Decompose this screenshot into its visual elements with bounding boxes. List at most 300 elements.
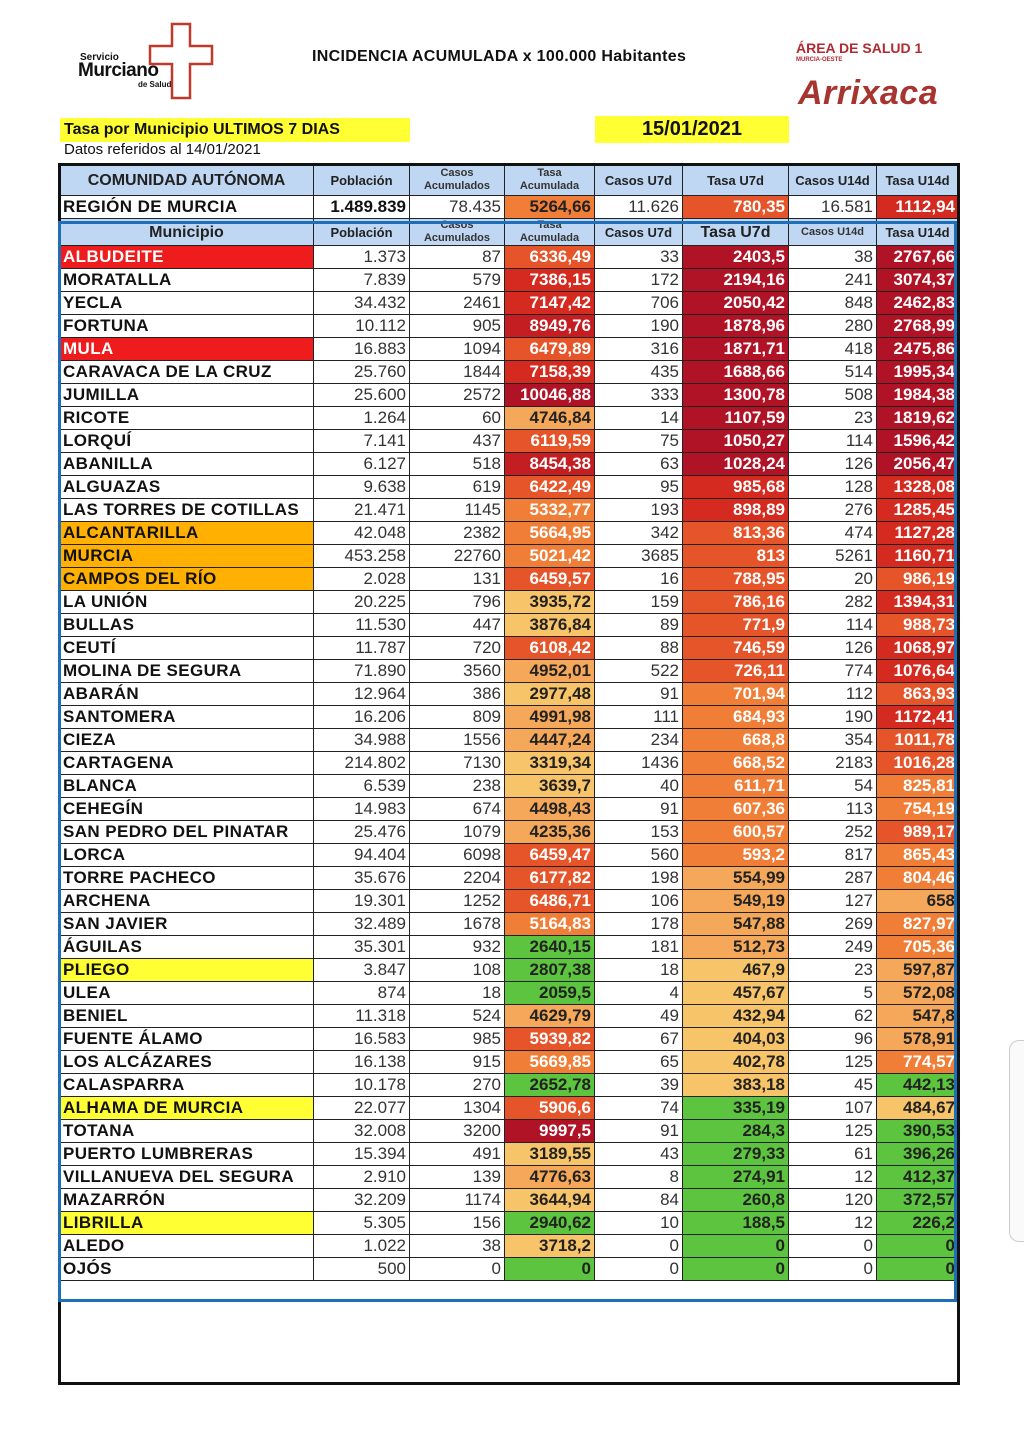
poblacion-cell: 16.883 [314, 338, 410, 361]
casos-14d-cell: 126 [789, 637, 877, 660]
municipio-name: ALCANTARILLA [60, 522, 314, 545]
casos-14d-cell: 276 [789, 499, 877, 522]
table-row [60, 1143, 959, 1166]
municipio-name: LORCA [60, 844, 314, 867]
tasa-14d-cell: 865,43 [877, 844, 959, 867]
header-cell: Tasa Acumulada [505, 165, 595, 196]
municipio-name: ALHAMA DE MURCIA [60, 1097, 314, 1120]
tasa-7d-cell: 402,78 [683, 1051, 789, 1074]
tasa-acumulada-cell: 6459,57 [505, 568, 595, 591]
casos-14d-cell: 12 [789, 1212, 877, 1235]
table-row [60, 913, 959, 936]
header-cell: Municipio [60, 219, 314, 246]
casos-14d-cell: 23 [789, 959, 877, 982]
casos-acumulados-cell: 3200 [410, 1120, 505, 1143]
tasa-14d-cell: 1160,71 [877, 545, 959, 568]
poblacion-cell: 214.802 [314, 752, 410, 775]
page-title: INCIDENCIA ACUMULADA x 100.000 Habitantes [312, 48, 687, 65]
municipio-name: LORQUÍ [60, 430, 314, 453]
municipio-name: OJÓS [60, 1258, 314, 1281]
logo-line-2: Murciano [78, 60, 159, 81]
casos-14d-cell: 23 [789, 407, 877, 430]
casos-acumulados-cell: 1145 [410, 499, 505, 522]
casos-acumulados-cell: 1094 [410, 338, 505, 361]
casos-7d-cell: 234 [595, 729, 683, 752]
tasa-7d-cell: 701,94 [683, 683, 789, 706]
casos-acumulados-cell: 1174 [410, 1189, 505, 1212]
poblacion-cell: 32.008 [314, 1120, 410, 1143]
table-row [60, 407, 959, 430]
poblacion-cell: 1.264 [314, 407, 410, 430]
tasa-acumulada-cell: 4447,24 [505, 729, 595, 752]
casos-acumulados-cell: 131 [410, 568, 505, 591]
casos-7d-cell: 193 [595, 499, 683, 522]
casos-acumulados-cell: 2382 [410, 522, 505, 545]
municipio-name: JUMILLA [60, 384, 314, 407]
casos-14d-cell: 12 [789, 1166, 877, 1189]
casos-acumulados-cell: 270 [410, 1074, 505, 1097]
casos-acumulados-cell: 108 [410, 959, 505, 982]
table-row [60, 890, 959, 913]
casos-acumulados-cell: 386 [410, 683, 505, 706]
tasa-acumulada-cell: 3876,84 [505, 614, 595, 637]
casos-7d-cell: 88 [595, 637, 683, 660]
tasa-7d-cell: 260,8 [683, 1189, 789, 1212]
casos-7d-cell: 178 [595, 913, 683, 936]
poblacion-cell: 35.301 [314, 936, 410, 959]
casos-acumulados-cell: 18 [410, 982, 505, 1005]
casos-14d-cell: 354 [789, 729, 877, 752]
tasa-acumulada-cell: 8454,38 [505, 453, 595, 476]
casos-7d-cell: 14 [595, 407, 683, 430]
municipio-name: CARAVACA DE LA CRUZ [60, 361, 314, 384]
casos-acumulados-cell: 932 [410, 936, 505, 959]
tasa-acumulada-cell: 4952,01 [505, 660, 595, 683]
municipio-name: ARCHENA [60, 890, 314, 913]
casos-14d-cell: 2183 [789, 752, 877, 775]
tasa-7d-cell: 985,68 [683, 476, 789, 499]
table-row [60, 453, 959, 476]
region-tasa: 5264,66 [505, 196, 595, 219]
casos-7d-cell: 333 [595, 384, 683, 407]
tasa-acumulada-cell: 5939,82 [505, 1028, 595, 1051]
casos-acumulados-cell: 1678 [410, 913, 505, 936]
tasa-14d-cell: 484,67 [877, 1097, 959, 1120]
poblacion-cell: 1.373 [314, 246, 410, 269]
municipio-name: SAN JAVIER [60, 913, 314, 936]
casos-acumulados-cell: 2461 [410, 292, 505, 315]
poblacion-cell: 2.910 [314, 1166, 410, 1189]
casos-7d-cell: 3685 [595, 545, 683, 568]
poblacion-cell: 5.305 [314, 1212, 410, 1235]
casos-14d-cell: 249 [789, 936, 877, 959]
municipio-name: LIBRILLA [60, 1212, 314, 1235]
table-row [60, 798, 959, 821]
poblacion-cell: 10.178 [314, 1074, 410, 1097]
tasa-acumulada-cell: 3639,7 [505, 775, 595, 798]
municipio-name: CARTAGENA [60, 752, 314, 775]
table-row [60, 430, 959, 453]
report-date: 15/01/2021 [595, 116, 789, 143]
tasa-acumulada-cell: 7158,39 [505, 361, 595, 384]
tasa-acumulada-cell: 6486,71 [505, 890, 595, 913]
logo-line-3: de Salud [138, 80, 172, 89]
tasa-7d-cell: 668,52 [683, 752, 789, 775]
table-row [60, 1212, 959, 1235]
tasa-14d-cell: 1285,45 [877, 499, 959, 522]
tasa-7d-cell: 788,95 [683, 568, 789, 591]
hospital-logo: Arrixaca [798, 74, 939, 112]
casos-7d-cell: 0 [595, 1235, 683, 1258]
casos-7d-cell: 74 [595, 1097, 683, 1120]
tasa-7d-cell: 284,3 [683, 1120, 789, 1143]
casos-7d-cell: 4 [595, 982, 683, 1005]
municipio-name: BLANCA [60, 775, 314, 798]
casos-acumulados-cell: 985 [410, 1028, 505, 1051]
casos-7d-cell: 159 [595, 591, 683, 614]
tasa-acumulada-cell: 4235,36 [505, 821, 595, 844]
table-row [60, 476, 959, 499]
tasa-7d-cell: 1107,59 [683, 407, 789, 430]
municipio-name: CEHEGÍN [60, 798, 314, 821]
poblacion-cell: 34.988 [314, 729, 410, 752]
poblacion-cell: 32.209 [314, 1189, 410, 1212]
tasa-7d-cell: 547,88 [683, 913, 789, 936]
municipio-name: MAZARRÓN [60, 1189, 314, 1212]
header-cell: Tasa U7d [683, 219, 789, 246]
poblacion-cell: 71.890 [314, 660, 410, 683]
municipio-name: FORTUNA [60, 315, 314, 338]
tasa-14d-cell: 863,93 [877, 683, 959, 706]
casos-7d-cell: 16 [595, 568, 683, 591]
tasa-acumulada-cell: 7147,42 [505, 292, 595, 315]
casos-7d-cell: 181 [595, 936, 683, 959]
casos-7d-cell: 65 [595, 1051, 683, 1074]
logo-line-1: Servicio [80, 52, 119, 63]
casos-7d-cell: 33 [595, 246, 683, 269]
poblacion-cell: 11.318 [314, 1005, 410, 1028]
tasa-acumulada-cell: 5332,77 [505, 499, 595, 522]
header-cell: Tasa Acumulada [505, 219, 595, 246]
poblacion-cell: 10.112 [314, 315, 410, 338]
tasa-14d-cell: 827,97 [877, 913, 959, 936]
header-row-municipio [60, 219, 959, 246]
poblacion-cell: 874 [314, 982, 410, 1005]
poblacion-cell: 25.600 [314, 384, 410, 407]
casos-14d-cell: 252 [789, 821, 877, 844]
municipio-name: LAS TORRES DE COTILLAS [60, 499, 314, 522]
table-row [60, 821, 959, 844]
casos-acumulados-cell: 1304 [410, 1097, 505, 1120]
table-row [60, 1005, 959, 1028]
casos-acumulados-cell: 1252 [410, 890, 505, 913]
tasa-14d-cell: 572,08 [877, 982, 959, 1005]
table-row [60, 729, 959, 752]
tasa-7d-cell: 2403,5 [683, 246, 789, 269]
tasa-14d-cell: 1596,42 [877, 430, 959, 453]
header-cell: Casos U7d [595, 219, 683, 246]
municipio-name: CIEZA [60, 729, 314, 752]
poblacion-cell: 6.127 [314, 453, 410, 476]
casos-7d-cell: 560 [595, 844, 683, 867]
casos-14d-cell: 125 [789, 1051, 877, 1074]
tasa-14d-cell: 2462,83 [877, 292, 959, 315]
tasa-14d-cell: 396,26 [877, 1143, 959, 1166]
table-row [60, 499, 959, 522]
casos-7d-cell: 1436 [595, 752, 683, 775]
tasa-7d-cell: 0 [683, 1258, 789, 1281]
header-cell: Tasa U7d [683, 165, 789, 196]
casos-14d-cell: 5261 [789, 545, 877, 568]
casos-acumulados-cell: 579 [410, 269, 505, 292]
poblacion-cell: 11.530 [314, 614, 410, 637]
poblacion-cell: 6.539 [314, 775, 410, 798]
tasa-acumulada-cell: 8949,76 [505, 315, 595, 338]
poblacion-cell: 16.206 [314, 706, 410, 729]
municipio-name: ABANILLA [60, 453, 314, 476]
table-row [60, 1074, 959, 1097]
table-row [60, 706, 959, 729]
municipio-name: BENIEL [60, 1005, 314, 1028]
tasa-14d-cell: 1995,34 [877, 361, 959, 384]
casos-7d-cell: 435 [595, 361, 683, 384]
casos-acumulados-cell: 1079 [410, 821, 505, 844]
casos-acumulados-cell: 0 [410, 1258, 505, 1281]
casos-acumulados-cell: 1556 [410, 729, 505, 752]
data-note: Datos referidos al 14/01/2021 [64, 141, 261, 158]
tasa-acumulada-cell: 4746,84 [505, 407, 595, 430]
casos-14d-cell: 128 [789, 476, 877, 499]
municipio-name: CAMPOS DEL RÍO [60, 568, 314, 591]
tasa-acumulada-cell: 6422,49 [505, 476, 595, 499]
tasa-acumulada-cell: 2652,78 [505, 1074, 595, 1097]
poblacion-cell: 453.258 [314, 545, 410, 568]
casos-7d-cell: 342 [595, 522, 683, 545]
tasa-acumulada-cell: 6177,82 [505, 867, 595, 890]
poblacion-cell: 9.638 [314, 476, 410, 499]
tasa-acumulada-cell: 5664,95 [505, 522, 595, 545]
casos-7d-cell: 39 [595, 1074, 683, 1097]
poblacion-cell: 34.432 [314, 292, 410, 315]
tasa-acumulada-cell: 3189,55 [505, 1143, 595, 1166]
casos-acumulados-cell: 156 [410, 1212, 505, 1235]
casos-7d-cell: 10 [595, 1212, 683, 1235]
tasa-7d-cell: 898,89 [683, 499, 789, 522]
casos-acumulados-cell: 619 [410, 476, 505, 499]
tasa-7d-cell: 554,99 [683, 867, 789, 890]
casos-7d-cell: 172 [595, 269, 683, 292]
tasa-acumulada-cell: 5906,6 [505, 1097, 595, 1120]
tasa-acumulada-cell: 4991,98 [505, 706, 595, 729]
municipio-name: TOTANA [60, 1120, 314, 1143]
header-cell: Casos U7d [595, 165, 683, 196]
tasa-acumulada-cell: 4498,43 [505, 798, 595, 821]
scroll-handle[interactable] [1009, 1040, 1024, 1242]
casos-14d-cell: 113 [789, 798, 877, 821]
municipio-name: BULLAS [60, 614, 314, 637]
poblacion-cell: 19.301 [314, 890, 410, 913]
tasa-7d-cell: 1688,66 [683, 361, 789, 384]
header-cell: Casos Acumulados [410, 219, 505, 246]
casos-14d-cell: 114 [789, 614, 877, 637]
table-row [60, 867, 959, 890]
poblacion-cell: 21.471 [314, 499, 410, 522]
tasa-7d-cell: 279,33 [683, 1143, 789, 1166]
tasa-acumulada-cell: 6108,42 [505, 637, 595, 660]
region-name: REGIÓN DE MURCIA [60, 196, 314, 219]
casos-acumulados-cell: 139 [410, 1166, 505, 1189]
tasa-14d-cell: 0 [877, 1258, 959, 1281]
tasa-7d-cell: 2194,16 [683, 269, 789, 292]
poblacion-cell: 32.489 [314, 913, 410, 936]
tasa-14d-cell: 754,19 [877, 798, 959, 821]
casos-7d-cell: 198 [595, 867, 683, 890]
casos-acumulados-cell: 22760 [410, 545, 505, 568]
casos-14d-cell: 96 [789, 1028, 877, 1051]
casos-7d-cell: 75 [595, 430, 683, 453]
tasa-7d-cell: 611,71 [683, 775, 789, 798]
tasa-14d-cell: 1016,28 [877, 752, 959, 775]
table-row [60, 1166, 959, 1189]
tasa-7d-cell: 274,91 [683, 1166, 789, 1189]
tasa-14d-cell: 2767,66 [877, 246, 959, 269]
poblacion-cell: 22.077 [314, 1097, 410, 1120]
municipio-name: ULEA [60, 982, 314, 1005]
poblacion-cell: 94.404 [314, 844, 410, 867]
casos-14d-cell: 241 [789, 269, 877, 292]
tasa-acumulada-cell: 3935,72 [505, 591, 595, 614]
tasa-acumulada-cell: 2640,15 [505, 936, 595, 959]
casos-acumulados-cell: 524 [410, 1005, 505, 1028]
tasa-acumulada-cell: 5669,85 [505, 1051, 595, 1074]
tasa-14d-cell: 658 [877, 890, 959, 913]
poblacion-cell: 20.225 [314, 591, 410, 614]
tasa-7d-cell: 786,16 [683, 591, 789, 614]
tasa-14d-cell: 825,81 [877, 775, 959, 798]
casos-7d-cell: 706 [595, 292, 683, 315]
casos-7d-cell: 316 [595, 338, 683, 361]
casos-acumulados-cell: 447 [410, 614, 505, 637]
tasa-14d-cell: 597,87 [877, 959, 959, 982]
tasa-acumulada-cell: 0 [505, 1258, 595, 1281]
tasa-acumulada-cell: 6119,59 [505, 430, 595, 453]
tasa-14d-cell: 547,8 [877, 1005, 959, 1028]
tasa-7d-cell: 1871,71 [683, 338, 789, 361]
tasa-acumulada-cell: 3644,94 [505, 1189, 595, 1212]
header-cell: Casos U14d [789, 219, 877, 246]
municipio-name: TORRE PACHECO [60, 867, 314, 890]
municipio-name: PUERTO LUMBRERAS [60, 1143, 314, 1166]
table-row [60, 959, 959, 982]
area-label: ÁREA DE SALUD 1 [796, 40, 923, 56]
casos-7d-cell: 8 [595, 1166, 683, 1189]
casos-14d-cell: 120 [789, 1189, 877, 1212]
tasa-7d-cell: 607,36 [683, 798, 789, 821]
poblacion-cell: 25.476 [314, 821, 410, 844]
casos-acumulados-cell: 2572 [410, 384, 505, 407]
tasa-acumulada-cell: 2977,48 [505, 683, 595, 706]
tasa-14d-cell: 3074,37 [877, 269, 959, 292]
table-row [60, 338, 959, 361]
table-row [60, 1258, 959, 1281]
tasa-14d-cell: 442,13 [877, 1074, 959, 1097]
tasa-7d-cell: 600,57 [683, 821, 789, 844]
tasa-7d-cell: 335,19 [683, 1097, 789, 1120]
tasa-14d-cell: 1011,78 [877, 729, 959, 752]
tasa-7d-cell: 1300,78 [683, 384, 789, 407]
casos-14d-cell: 62 [789, 1005, 877, 1028]
casos-7d-cell: 153 [595, 821, 683, 844]
header-cell: Población [314, 165, 410, 196]
tasa-14d-cell: 1127,28 [877, 522, 959, 545]
casos-7d-cell: 522 [595, 660, 683, 683]
table-row [60, 246, 959, 269]
tasa-acumulada-cell: 4776,63 [505, 1166, 595, 1189]
tasa-7d-cell: 746,59 [683, 637, 789, 660]
header-cell: Casos Acumulados [410, 165, 505, 196]
tasa-14d-cell: 989,17 [877, 821, 959, 844]
tasa-14d-cell: 986,19 [877, 568, 959, 591]
poblacion-cell: 35.676 [314, 867, 410, 890]
municipio-name: RICOTE [60, 407, 314, 430]
table-row [60, 844, 959, 867]
casos-14d-cell: 514 [789, 361, 877, 384]
casos-14d-cell: 280 [789, 315, 877, 338]
casos-acumulados-cell: 905 [410, 315, 505, 338]
poblacion-cell: 11.787 [314, 637, 410, 660]
casos-7d-cell: 106 [595, 890, 683, 913]
casos-acumulados-cell: 3560 [410, 660, 505, 683]
tasa-7d-cell: 188,5 [683, 1212, 789, 1235]
table-row [60, 384, 959, 407]
tasa-14d-cell: 1076,64 [877, 660, 959, 683]
municipio-name: CEUTÍ [60, 637, 314, 660]
poblacion-cell: 12.964 [314, 683, 410, 706]
tasa-7d-cell: 771,9 [683, 614, 789, 637]
casos-14d-cell: 0 [789, 1258, 877, 1281]
poblacion-cell: 25.760 [314, 361, 410, 384]
casos-14d-cell: 5 [789, 982, 877, 1005]
municipio-name: SANTOMERA [60, 706, 314, 729]
casos-acumulados-cell: 238 [410, 775, 505, 798]
table-row [60, 1097, 959, 1120]
poblacion-cell: 7.141 [314, 430, 410, 453]
casos-14d-cell: 38 [789, 246, 877, 269]
tasa-7d-cell: 457,67 [683, 982, 789, 1005]
servicio-murciano-logo [74, 22, 224, 108]
casos-14d-cell: 282 [789, 591, 877, 614]
casos-7d-cell: 91 [595, 798, 683, 821]
municipio-name: SAN PEDRO DEL PINATAR [60, 821, 314, 844]
casos-14d-cell: 125 [789, 1120, 877, 1143]
table-row [60, 752, 959, 775]
casos-14d-cell: 61 [789, 1143, 877, 1166]
municipio-name: VILLANUEVA DEL SEGURA [60, 1166, 314, 1189]
casos-7d-cell: 95 [595, 476, 683, 499]
casos-14d-cell: 54 [789, 775, 877, 798]
tasa-14d-cell: 2768,99 [877, 315, 959, 338]
poblacion-cell: 3.847 [314, 959, 410, 982]
table-row [60, 522, 959, 545]
table-row [60, 269, 959, 292]
tasa-7d-cell: 432,94 [683, 1005, 789, 1028]
table-row [60, 545, 959, 568]
tasa-14d-cell: 372,57 [877, 1189, 959, 1212]
incidence-table [59, 164, 959, 1281]
municipio-name: ALBUDEITE [60, 246, 314, 269]
casos-acumulados-cell: 720 [410, 637, 505, 660]
tasa-14d-cell: 390,53 [877, 1120, 959, 1143]
